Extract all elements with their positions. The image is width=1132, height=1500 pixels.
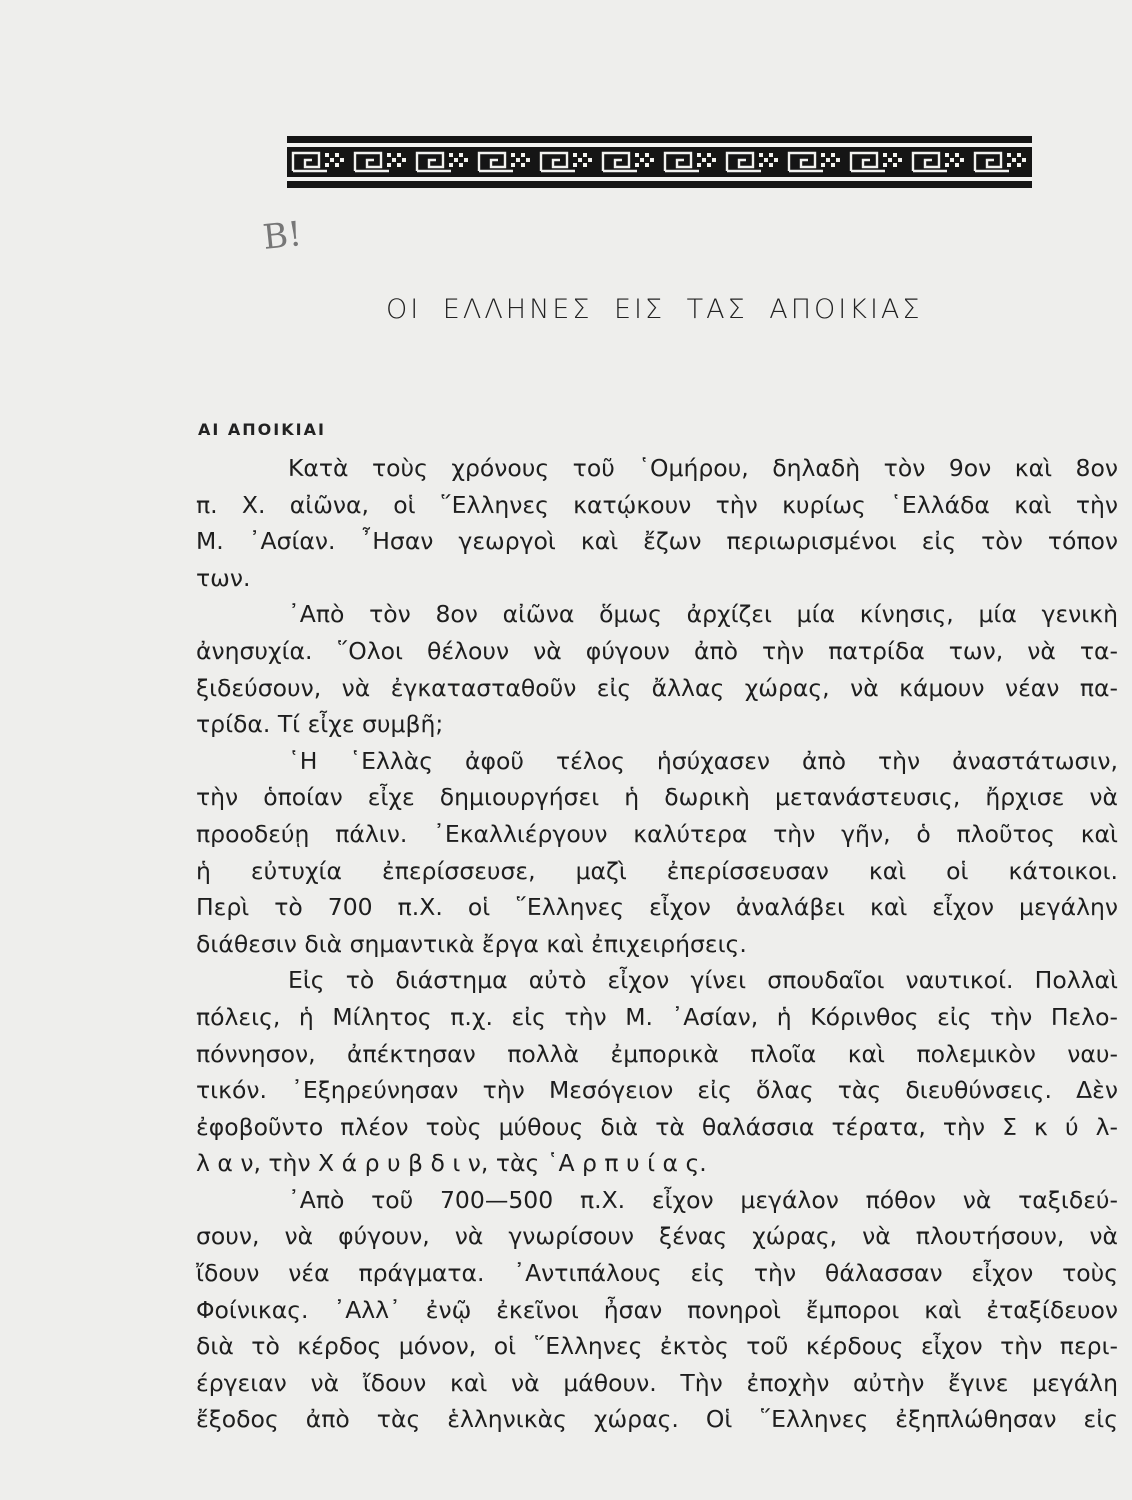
page-title: ΟΙ ΕΛΛΗΝΕΣ ΕΙΣ ΤΑΣ ΑΠΟΙΚΙΑΣ bbox=[386, 294, 923, 325]
text-line: τικόν. ᾿Εξηρεύνησαν τὴν Μεσόγειον εἰς ὅλας τὰς διευθύνσεις. Δὲν bbox=[196, 1076, 1118, 1105]
paragraph bbox=[196, 596, 1118, 742]
text-line: σουν, νὰ φύγουν, νὰ γνωρίσουν ξένας χώρας, νὰ πλουτήσουν, νὰ bbox=[196, 1222, 1118, 1251]
text-line: ῾Η ῾Ελλὰς ἀφοῦ τέλος ἡσύχασεν ἀπὸ τὴν ἀναστάτωσιν, bbox=[288, 746, 1118, 775]
body-text bbox=[196, 450, 1118, 1438]
paragraph bbox=[196, 1182, 1118, 1438]
text-line: διὰ τὸ κέρδος μόνον, οἱ ῞Ελληνες ἐκτὸς τοῦ κέρδους εἶχον τὴν περι- bbox=[196, 1332, 1118, 1361]
text-line: έργειαν νὰ ἴδουν καὶ νὰ μάθουν. Τὴν ἐποχὴν αὐτὴν ἔγινε μεγάλη bbox=[196, 1368, 1118, 1397]
text-line: πόλεις, ἡ Μίλητος π.χ. εἰς τὴν Μ. ᾿Ασίαν, ἡ Κόρινθος εἰς τὴν Πελο- bbox=[196, 1002, 1118, 1031]
text-line: Φοίνικας. ᾿Αλλ᾿ ἐνῷ ἐκεῖνοι ἦσαν πονηροὶ ἔμποροι καὶ ἐταξίδευον bbox=[196, 1295, 1118, 1324]
text-line: πόννησον, ἀπέκτησαν πολλὰ ἐμπορικὰ πλοῖα καὶ πολεμικὸν ναυ- bbox=[196, 1039, 1118, 1068]
text-line: τρίδα. Τί εἶχε συμβῆ; bbox=[196, 710, 444, 739]
paragraph bbox=[196, 962, 1118, 1182]
text-line: ᾿Απὸ τὸν 8ον αἰῶνα ὅμως ἀρχίζει μία κίνησις, μία γενικὴ bbox=[288, 600, 1118, 629]
text-line: Εἰς τὸ διάστημα αὐτὸ εἶχον γίνει σπουδαῖοι ναυτικοί. Πολλαὶ bbox=[288, 966, 1118, 995]
text-line: ξιδεύσουν, νὰ ἐγκατασταθοῦν εἰς ἄλλας χώρας, νὰ κάμουν νέαν πα- bbox=[196, 673, 1118, 702]
text-line: ἔξοδος ἀπὸ τὰς ἑλληνικὰς χώρας. Οἱ ῞Ελληνες ἐξηπλώθησαν εἰς bbox=[196, 1405, 1118, 1434]
text-line: ἡ εὐτυχία ἐπερίσσευσε, μαζὶ ἐπερίσσευσαν καὶ οἱ κάτοικοι. bbox=[196, 856, 1118, 885]
text-line: ἴδουν νέα πράγματα. ᾿Αντιπάλους εἰς τὴν θάλασσαν εἶχον τοὺς bbox=[196, 1259, 1118, 1288]
text-line: των. bbox=[196, 563, 251, 592]
handwritten-margin-note: Β! bbox=[261, 214, 304, 258]
text-line: ἀνησυχία. ῞Ολοι θέλουν νὰ φύγουν ἀπὸ τὴν πατρίδα των, νὰ τα- bbox=[196, 636, 1118, 665]
text-line: τὴν ὁποίαν εἶχε δημιουργήσει ἡ δωρικὴ μετανάστευσις, ἤρχισε νὰ bbox=[196, 783, 1118, 812]
text-line: λ α ν, τὴν Χ ά ρ υ β δ ι ν, τὰς ῾Α ρ π υ ί α ς. bbox=[196, 1149, 707, 1178]
text-line: Μ. ᾿Ασίαν. ῏Ησαν γεωργοὶ καὶ ἔζων περιωρισμένοι εἰς τὸν τόπον bbox=[196, 527, 1118, 556]
text-line: π. Χ. αἰῶνα, οἱ ῞Ελληνες κατῴκουν τὴν κυρίως ῾Ελλάδα καὶ τὴν bbox=[196, 490, 1118, 519]
paragraph bbox=[196, 743, 1118, 963]
section-heading: ΑΙ ΑΠΟΙΚΙΑΙ bbox=[198, 420, 326, 439]
greek-key-ornament-banner bbox=[287, 136, 1032, 188]
paragraph bbox=[196, 450, 1118, 596]
text-line: διάθεσιν διὰ σημαντικὰ ἔργα καὶ ἐπιχειρήσεις. bbox=[196, 929, 747, 958]
text-line: Περὶ τὸ 700 π.Χ. οἱ ῞Ελληνες εἶχον ἀναλάβει καὶ εἶχον μεγάλην bbox=[196, 893, 1118, 922]
text-line: Κατὰ τοὺς χρόνους τοῦ ῾Ομήρου, δηλαδὴ τὸν 9ον καὶ 8ον bbox=[288, 454, 1118, 482]
text-line: ἐφοβοῦντο πλέον τοὺς μύθους διὰ τὰ θαλάσσια τέρατα, τὴν Σ κ ύ λ- bbox=[196, 1112, 1118, 1141]
text-line: ᾿Απὸ τοῦ 700—500 π.Χ. εἶχον μεγάλον πόθον νὰ ταξιδεύ- bbox=[288, 1185, 1118, 1214]
text-line: προοδεύῃ πάλιν. ᾿Εκαλλιέργουν καλύτερα τὴν γῆν, ὁ πλοῦτος καὶ bbox=[196, 819, 1118, 848]
